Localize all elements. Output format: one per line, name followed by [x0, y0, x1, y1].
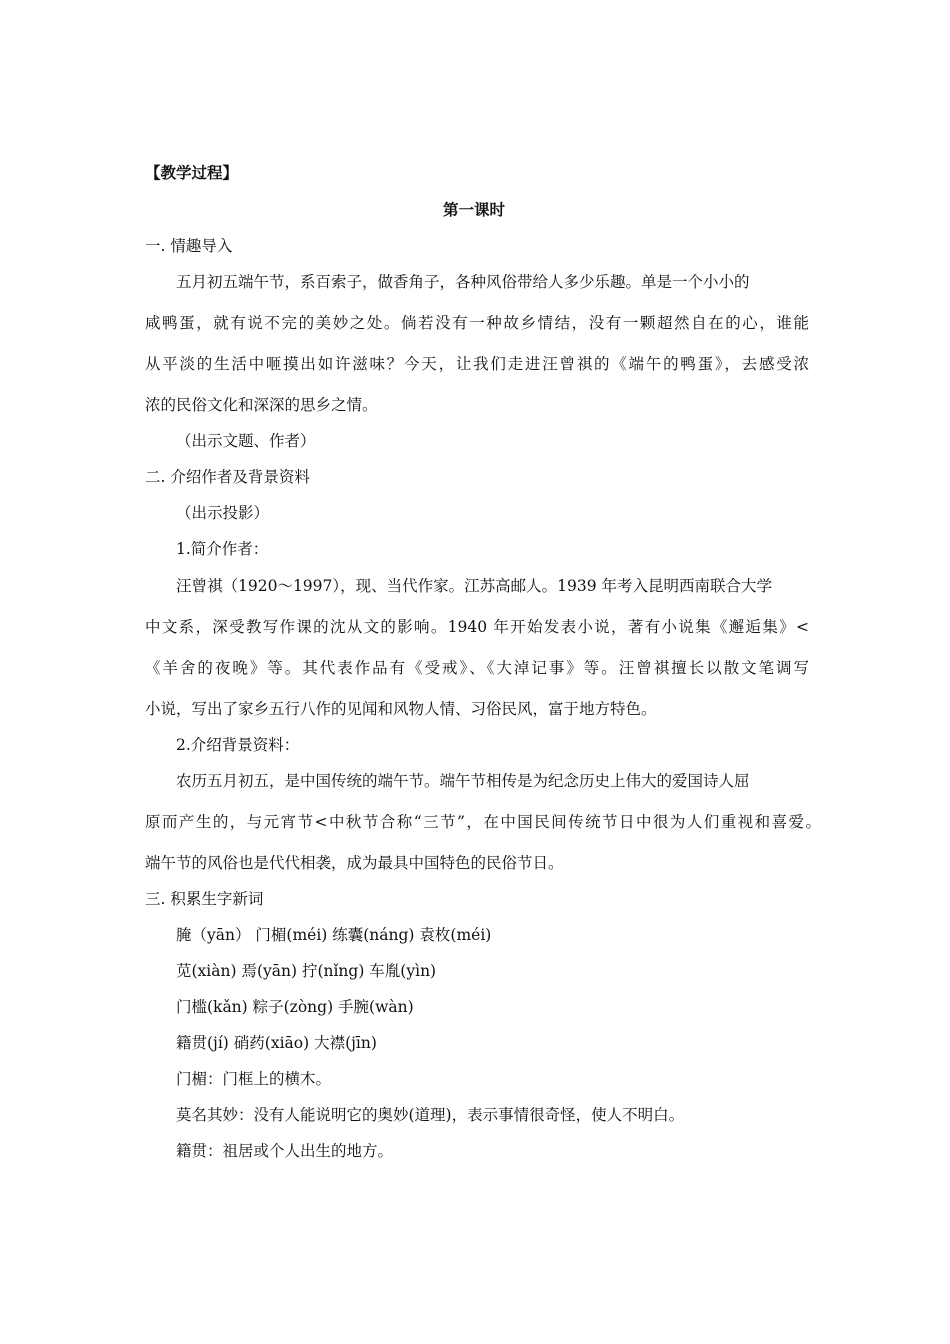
part1-para-line-2: 咸鸭蛋，就有说不完的美妙之处。倘若没有一种故乡情结，没有一颗超然自在的心，谁能 [145, 314, 809, 332]
author-line-4: 小说，写出了家乡五行八作的见闻和风物人情、习俗民风，富于地方特色。 [145, 700, 657, 718]
part3-heading: 三. 积累生字新词 [145, 890, 264, 908]
author-line-1: 汪曾祺（1920～1997），现、当代作家。江苏高邮人。1939 年考入昆明西南联合大学 [176, 577, 773, 595]
section-title: 【教学过程】 [145, 164, 239, 182]
bg-line-2: 原而产生的，与元宵节<中秋节合称“三节”，在中国民间传统节日中很为人们重视和喜爱。 [145, 813, 821, 831]
lesson-title: 第一课时 [443, 201, 506, 219]
part1-para-line-3: 从平淡的生活中咂摸出如许滋味？今天，让我们走进汪曾祺的《端午的鸭蛋》，去感受浓 [145, 355, 809, 373]
bg-line-1: 农历五月初五，是中国传统的端午节。端午节相传是为纪念历史上伟大的爱国诗人屈 [176, 772, 750, 790]
word-line-1: 腌（yān） 门楣(méi) 练囊(náng) 袁枚(méi) [176, 926, 492, 944]
word-line-2: 苋(xiàn) 焉(yān) 拧(nǐng) 车胤(yìn) [176, 962, 437, 980]
part2-sub1: 1.简介作者： [176, 540, 269, 558]
part2-heading: 二. 介绍作者及背景资料 [145, 468, 310, 486]
definition-2: 莫名其妙：没有人能说明它的奥妙(道理)，表示事情很奇怪，使人不明白。 [176, 1106, 685, 1124]
part1-para-line-1: 五月初五端午节，系百索子，做香角子，各种风俗带给人多少乐趣。单是一个小小的 [176, 273, 750, 291]
part1-note: （出示文题、作者） [176, 432, 316, 450]
part2-sub2: 2.介绍背景资料： [176, 736, 300, 754]
bg-line-3: 端午节的风俗也是代代相袭，成为最具中国特色的民俗节日。 [145, 854, 564, 872]
author-line-2: 中文系，深受教写作课的沈从文的影响。1940 年开始发表小说，著有小说集《邂逅集》< [145, 618, 809, 636]
word-line-3: 门槛(kǎn) 粽子(zòng) 手腕(wàn) [176, 998, 414, 1016]
definition-1: 门楣：门框上的横木。 [176, 1070, 332, 1088]
part2-note: （出示投影） [176, 504, 270, 522]
definition-3: 籍贯：祖居或个人出生的地方。 [176, 1142, 394, 1160]
author-line-3: 《羊舍的夜晚》等。其代表作品有《受戒》、《大淖记事》等。汪曾祺擅长以散文笔调写 [145, 659, 809, 677]
part1-para-line-4: 浓的民俗文化和深深的思乡之情。 [145, 396, 378, 414]
part1-heading: 一. 情趣导入 [145, 237, 233, 255]
word-line-4: 籍贯(jí) 硝药(xiāo) 大襟(jīn) [176, 1034, 377, 1052]
